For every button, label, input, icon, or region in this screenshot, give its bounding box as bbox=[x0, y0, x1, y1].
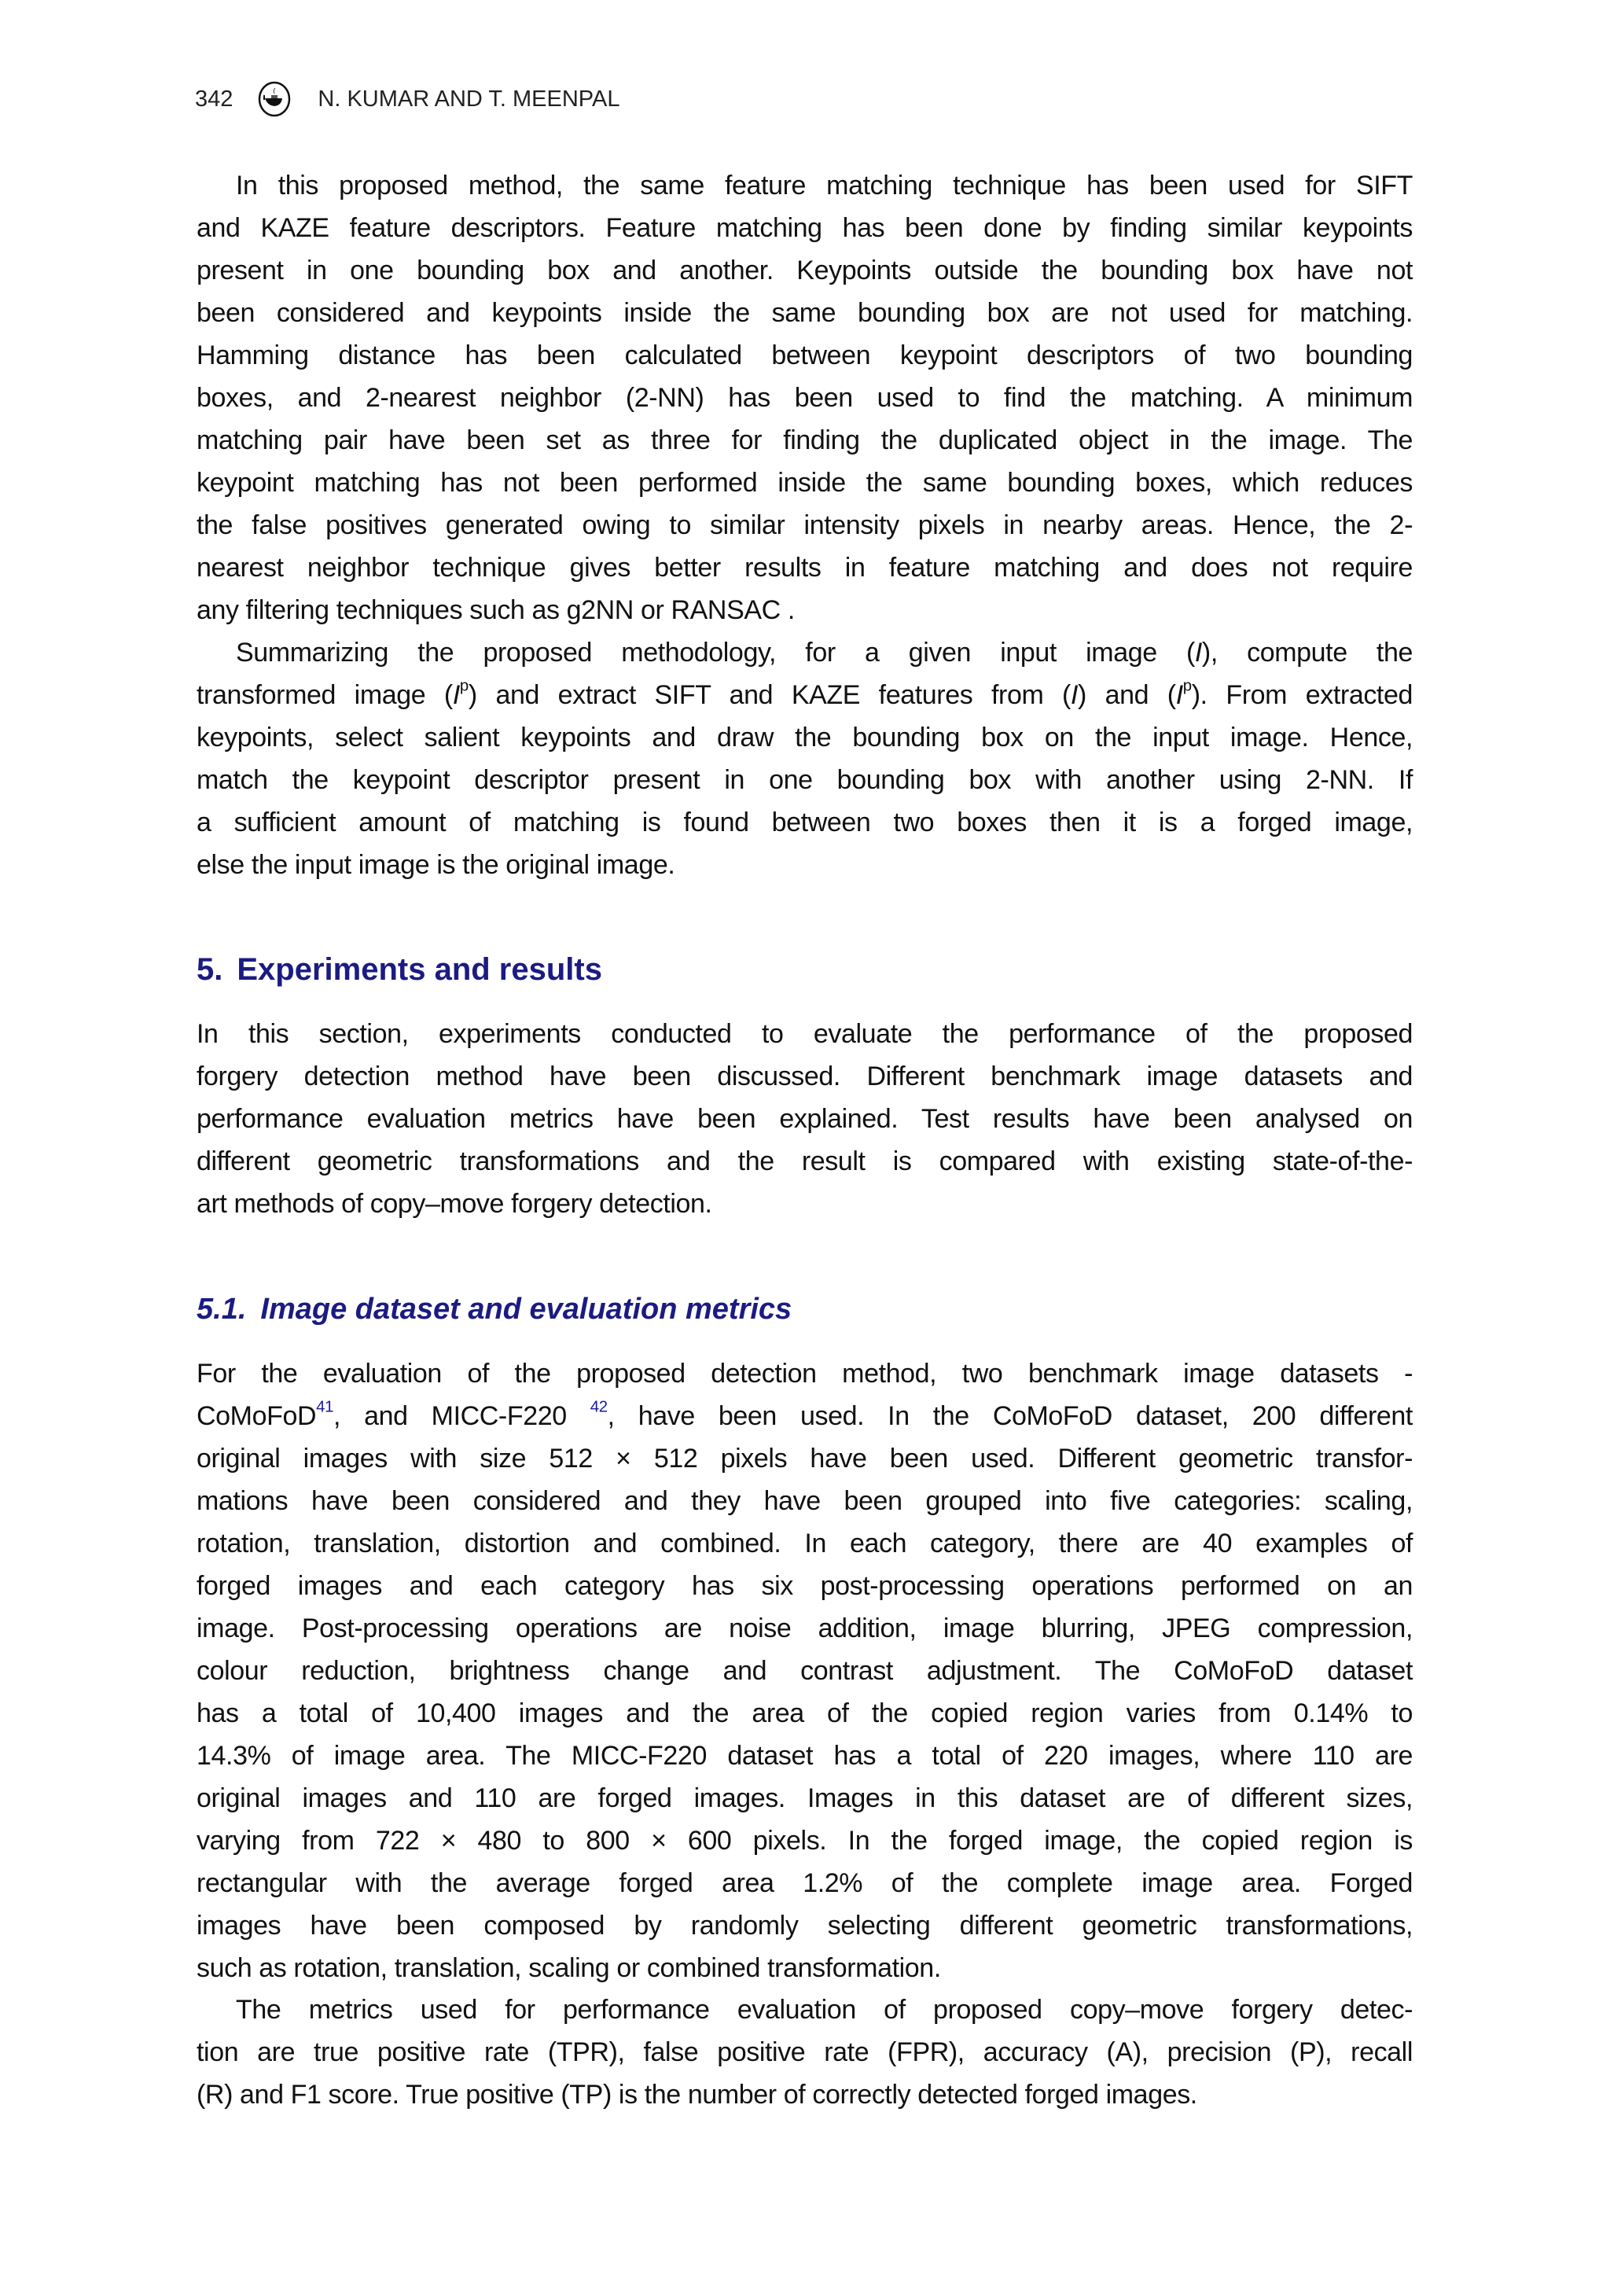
text-line: nearest neighbor technique gives better results in feature matching and does not require bbox=[197, 553, 1413, 583]
text-run: , have been used. In the CoMoFoD dataset, 200 different bbox=[607, 1401, 1413, 1431]
paragraph-feature-matching bbox=[197, 164, 1413, 631]
text-line bbox=[197, 631, 1413, 674]
math-variable: I bbox=[1194, 638, 1202, 668]
text-line: a sufficient amount of matching is found between two boxes then it is a forged image, bbox=[197, 808, 1413, 837]
text-run: transformed image ( bbox=[197, 680, 453, 710]
text-line: keypoint matching has not been performed inside the same bounding boxes, which reduces bbox=[197, 468, 1413, 498]
paragraph-section-intro bbox=[197, 1013, 1413, 1225]
text-line: present in one bounding box and another. Keypoints outside the bounding box have not bbox=[197, 256, 1413, 285]
text-line: For the evaluation of the proposed detection method, two benchmark image datasets - bbox=[197, 1359, 1413, 1389]
text-line: forgery detection method have been discussed. Different benchmark image datasets and bbox=[197, 1062, 1413, 1091]
math-variable: I bbox=[1175, 680, 1183, 710]
text-line: original images with size 512 × 512 pixels have been used. Different geometric transfor- bbox=[197, 1444, 1413, 1474]
subsection-heading-dataset-metrics bbox=[197, 1287, 792, 1331]
text-line: colour reduction, brightness change and contrast adjustment. The CoMoFoD dataset bbox=[197, 1656, 1413, 1686]
text-run: , and MICC-F220 bbox=[333, 1401, 590, 1431]
text-run: ) and ( bbox=[1078, 680, 1176, 710]
text-line: keypoints, select salient keypoints and draw the bounding box on the input image. Hence, bbox=[197, 723, 1413, 752]
text-line: different geometric transformations and the result is compared with existing state-of-the- bbox=[197, 1146, 1413, 1176]
math-variable: I bbox=[452, 680, 460, 710]
text-line: been considered and keypoints inside the same bounding box are not used for matching. bbox=[197, 298, 1413, 328]
math-variable: I bbox=[1070, 680, 1079, 710]
text-line: any filtering techniques such as g2NN or RANSAC . bbox=[197, 595, 795, 625]
paragraph-methodology-summary bbox=[197, 631, 1413, 886]
paragraph-metrics bbox=[197, 1989, 1413, 2116]
text-line: Hamming distance has been calculated between keypoint descriptors of two bounding bbox=[197, 340, 1413, 370]
subsection-title: Image dataset and evaluation metrics bbox=[260, 1293, 792, 1326]
text-line: (R) and F1 score. True positive (TP) is the number of correctly detected forged images. bbox=[197, 2080, 1197, 2110]
running-header-authors: N. KUMAR AND T. MEENPAL bbox=[318, 86, 620, 112]
text-line: matching pair have been set as three for finding the duplicated object in the image. The bbox=[197, 425, 1413, 455]
text-line: match the keypoint descriptor present in one bounding box with another using 2-NN. If bbox=[197, 765, 1413, 795]
text-run: ) and extract SIFT and KAZE features from ( bbox=[468, 680, 1071, 710]
text-line: and KAZE feature descriptors. Feature matching has been done by finding similar keypoints bbox=[197, 213, 1413, 243]
text-line: rectangular with the average forged area 1.2% of the complete image area. Forged bbox=[197, 1868, 1413, 1898]
text-line: varying from 722 × 480 to 800 × 600 pixels. In the forged image, the copied region is bbox=[197, 1826, 1413, 1856]
text-run: ). From extracted bbox=[1191, 680, 1413, 710]
superscript: p bbox=[459, 677, 469, 695]
text-line: such as rotation, translation, scaling or combined transformation. bbox=[197, 1953, 941, 1983]
section-heading-experiments bbox=[197, 947, 602, 992]
text-line: mations have been considered and they have been grouped into five categories: scaling, bbox=[197, 1486, 1413, 1516]
text-line: images have been composed by randomly selecting different geometric transformations, bbox=[197, 1911, 1413, 1941]
publisher-lamp-icon bbox=[256, 81, 292, 117]
running-header bbox=[195, 82, 619, 116]
text-line bbox=[197, 674, 1413, 716]
text-line: has a total of 10,400 images and the area of the copied region varies from 0.14% to bbox=[197, 1698, 1413, 1728]
text-line: art methods of copy–move forgery detection. bbox=[197, 1189, 712, 1219]
text-line: 14.3% of image area. The MICC-F220 dataset has a total of 220 images, where 110 are bbox=[197, 1741, 1413, 1771]
paragraph-datasets bbox=[197, 1352, 1413, 1989]
text-line: else the input image is the original image. bbox=[197, 850, 675, 880]
text-line: original images and 110 are forged images. Images in this dataset are of different sizes, bbox=[197, 1783, 1413, 1813]
section-number: 5. bbox=[197, 952, 223, 987]
text-line: forged images and each category has six post-processing operations performed on an bbox=[197, 1571, 1413, 1601]
text-line: tion are true positive rate (TPR), false positive rate (FPR), accuracy (A), precision (P), recall bbox=[197, 2037, 1413, 2067]
citation-ref[interactable]: 41 bbox=[316, 1398, 334, 1416]
text-line: In this section, experiments conducted to evaluate the performance of the proposed bbox=[197, 1019, 1413, 1049]
text-run: ), compute the bbox=[1201, 638, 1413, 668]
text-line: image. Post-processing operations are noise addition, image blurring, JPEG compression, bbox=[197, 1613, 1413, 1643]
text-line: performance evaluation metrics have been explained. Test results have been analysed on bbox=[197, 1104, 1413, 1134]
text-line: The metrics used for performance evaluation of proposed copy–move forgery detec- bbox=[236, 1995, 1413, 2025]
text-run: Summarizing the proposed methodology, for a given input image ( bbox=[236, 638, 1195, 668]
text-line: In this proposed method, the same feature matching technique has been used for SIFT bbox=[236, 171, 1413, 201]
text-line bbox=[197, 1395, 1413, 1437]
citation-ref[interactable]: 42 bbox=[590, 1398, 608, 1416]
subsection-number: 5.1. bbox=[197, 1293, 247, 1326]
text-run: CoMoFoD bbox=[197, 1401, 317, 1431]
page-number: 342 bbox=[195, 86, 233, 112]
text-line: the false positives generated owing to similar intensity pixels in nearby areas. Hence, the 2- bbox=[197, 510, 1413, 540]
superscript: p bbox=[1182, 677, 1192, 695]
section-title: Experiments and results bbox=[237, 952, 602, 987]
text-line: boxes, and 2-nearest neighbor (2-NN) has been used to find the matching. A minimum bbox=[197, 383, 1413, 413]
text-line: rotation, translation, distortion and combined. In each category, there are 40 examples of bbox=[197, 1529, 1413, 1558]
